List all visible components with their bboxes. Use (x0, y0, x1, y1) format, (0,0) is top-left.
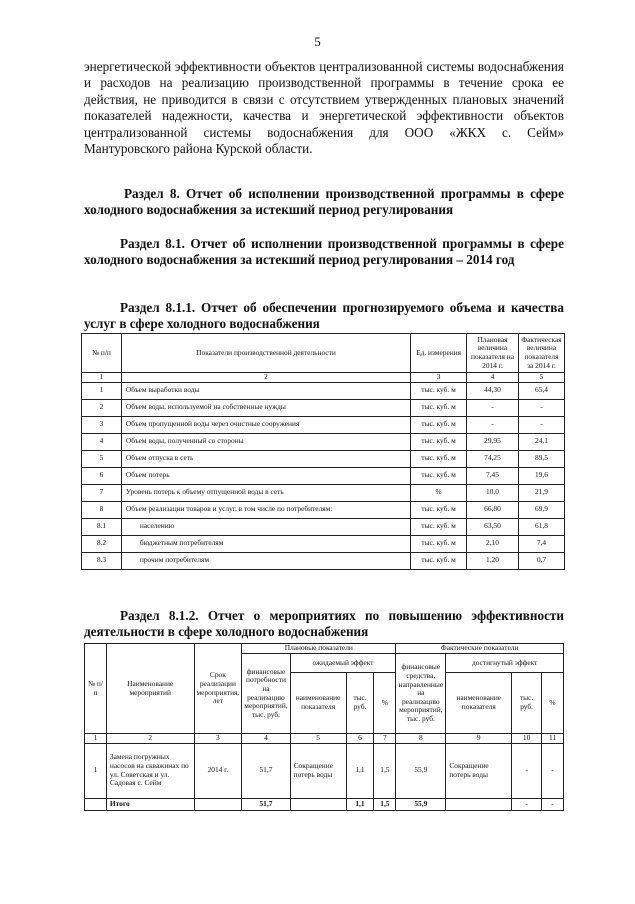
index-cell: 1 (82, 373, 122, 383)
row-actual: 24,1 (518, 433, 564, 450)
row-achieved-name: Сокращение потерь воды (446, 743, 512, 798)
section-8-title: Раздел 8. Отчет об исполнении производственной программы в сфере холодного водоснабжения за истекший период регулирования (84, 186, 564, 218)
row-name: прочим потребителям (121, 552, 410, 569)
row-term: 2014 г. (194, 743, 242, 798)
table-row (82, 484, 565, 501)
row-planned: - (467, 399, 519, 416)
row-achieved-thousand-rub: - (512, 743, 542, 798)
total-effect-name-empty (290, 798, 346, 810)
row-unit: тыс. куб. м (411, 552, 467, 569)
row-name: Объем отпуска в сеть (121, 450, 410, 467)
table-row (82, 433, 565, 450)
row-planned: 63,50 (467, 518, 519, 535)
header-achieved-percent: % (542, 673, 564, 734)
index-cell: 9 (446, 734, 512, 744)
index-cell: 10 (512, 734, 542, 744)
row-unit: тыс. куб. м (411, 501, 467, 518)
row-thousand-rub: 1,1 (346, 743, 374, 798)
row-planned: 66,80 (467, 501, 519, 518)
index-cell: 3 (194, 734, 242, 744)
row-num: 6 (82, 467, 122, 484)
header-achieved-name: наименование показателя (446, 673, 512, 734)
total-planned-funds: 51,7 (242, 798, 290, 810)
index-cell: 2 (106, 734, 194, 744)
header-achieved-thousand-rub: тыс. руб. (512, 673, 542, 734)
table-header-row (85, 644, 564, 654)
section-8-1-title: Раздел 8.1. Отчет об исполнении производственной программы в сфере холодного водоснабжения за истекший период регулирования – 2014 год (84, 236, 564, 268)
row-num: 2 (82, 399, 122, 416)
index-cell: 2 (121, 373, 410, 383)
row-unit: % (411, 484, 467, 501)
index-cell: 8 (396, 734, 446, 744)
index-cell: 1 (85, 734, 107, 744)
index-cell: 4 (242, 734, 290, 744)
table-index-row (82, 373, 565, 383)
index-cell: 11 (542, 734, 564, 744)
row-unit: тыс. куб. м (411, 399, 467, 416)
row-num: 3 (82, 416, 122, 433)
row-planned: 29,95 (467, 433, 519, 450)
header-term: Срок реализации мероприятия, лет (194, 644, 242, 734)
total-achieved-name-empty (446, 798, 512, 810)
row-actual: - (518, 399, 564, 416)
total-row (85, 798, 564, 810)
row-num: 8.3 (82, 552, 122, 569)
header-measure: Наименование мероприятий (106, 644, 194, 734)
row-actual: 7,4 (518, 535, 564, 552)
row-unit: тыс. куб. м (411, 416, 467, 433)
header-expected-effect: ожидаемый эффект (290, 654, 396, 673)
header-planned: Плановая величина показателя на 2014 г. (467, 334, 519, 373)
total-label: Итого (106, 798, 194, 810)
row-num: 1 (85, 743, 107, 798)
row-unit: тыс. куб. м (411, 382, 467, 399)
row-unit: тыс. куб. м (411, 535, 467, 552)
total-thousand-rub: 1,1 (346, 798, 374, 810)
table-row (82, 535, 565, 552)
row-name: Объем воды, полученный со стороны (121, 433, 410, 450)
row-planned: 1,20 (467, 552, 519, 569)
row-name: Объем воды, используемой на собственные нужды (121, 399, 410, 416)
row-planned: - (467, 416, 519, 433)
total-percent: 1,5 (374, 798, 396, 810)
row-measure: Замена погружных насосов на скважинах по ул. Советская и ул. Садовая с. Сейм (106, 743, 194, 798)
table-row (82, 399, 565, 416)
row-actual: 65,4 (518, 382, 564, 399)
row-planned: 74,25 (467, 450, 519, 467)
header-indicator: Показатели производственной деятельности (121, 334, 410, 373)
intro-paragraph: энергетической эффективности объектов централизованной системы водоснабжения и расходов на реализацию производственной программы в течение срока ее действия, не приводится в связи с отсутствием утвержденных плановых значений показателей надежности, качества и энергетической эффективности объектов централизованной системы водоснабжения для ООО «ЖКХ с. Сейм» Мантуровского района Курской области. (84, 59, 564, 157)
row-unit: тыс. куб. м (411, 518, 467, 535)
efficiency-measures-table (84, 643, 564, 811)
row-num: 8 (82, 501, 122, 518)
page-number: 5 (314, 34, 321, 49)
row-actual: 69,9 (518, 501, 564, 518)
row-planned: 44,30 (467, 382, 519, 399)
row-num: 4 (82, 433, 122, 450)
row-actual: 61,8 (518, 518, 564, 535)
row-num: 7 (82, 484, 122, 501)
row-planned-funds: 51,7 (242, 743, 290, 798)
row-actual: - (518, 416, 564, 433)
table-index-row (85, 734, 564, 744)
row-actual: 19,6 (518, 467, 564, 484)
production-indicators-table (81, 333, 565, 570)
row-achieved-percent: - (542, 743, 564, 798)
index-cell: 7 (374, 734, 396, 744)
table-row (82, 416, 565, 433)
index-cell: 3 (411, 373, 467, 383)
header-effect-name: наименование показателя (290, 673, 346, 734)
header-planned-group: Плановые показатели (242, 644, 396, 654)
section-8-1-2-title: Раздел 8.1.2. Отчет о мероприятиях по повышению эффективности деятельности в сфере холодного водоснабжения (84, 608, 564, 640)
section-8-1-1-title: Раздел 8.1.1. Отчет об обеспечении прогнозируемого объема и качества услуг в сфере холодного водоснабжения (84, 300, 564, 332)
row-actual: 21,9 (518, 484, 564, 501)
header-actual-group: Фактические показатели (396, 644, 564, 654)
row-unit: тыс. куб. м (411, 433, 467, 450)
table-row (82, 501, 565, 518)
header-actual-funds: финансовые средства, направленные на реализацию мероприятий, тыс. руб. (396, 654, 446, 734)
header-percent: % (374, 673, 396, 734)
index-cell: 5 (290, 734, 346, 744)
total-term-empty (194, 798, 242, 810)
header-thousand-rub: тыс. руб. (346, 673, 374, 734)
row-effect-name: Сокращение потерь воды (290, 743, 346, 798)
header-num: № п/п (85, 644, 107, 734)
total-achieved-percent: - (542, 798, 564, 810)
row-num: 5 (82, 450, 122, 467)
row-unit: тыс. куб. м (411, 467, 467, 484)
row-unit: тыс. куб. м (411, 450, 467, 467)
row-num: 8.2 (82, 535, 122, 552)
row-num: 8.1 (82, 518, 122, 535)
total-achieved-thousand-rub: - (512, 798, 542, 810)
row-percent: 1,5 (374, 743, 396, 798)
index-cell: 6 (346, 734, 374, 744)
row-name: Объем реализации товаров и услуг, в том числе по потребителям: (121, 501, 410, 518)
row-actual-funds: 55,9 (396, 743, 446, 798)
index-cell: 5 (518, 373, 564, 383)
row-actual: 0,7 (518, 552, 564, 569)
row-name: населению (121, 518, 410, 535)
row-planned: 7,45 (467, 467, 519, 484)
table-row (82, 518, 565, 535)
row-name: бюджетным потребителям (121, 535, 410, 552)
row-name: Уровень потерь к объему отпущенной воды в сеть (121, 484, 410, 501)
total-num-empty (85, 798, 107, 810)
table-row (85, 743, 564, 798)
header-num: № п/п (82, 334, 122, 373)
row-actual: 89,5 (518, 450, 564, 467)
table-header-row (82, 334, 565, 373)
row-num: 1 (82, 382, 122, 399)
row-name: Объем потерь (121, 467, 410, 484)
row-name: Объем выработки воды (121, 382, 410, 399)
header-unit: Ед. измерения (411, 334, 467, 373)
row-planned: 10,0 (467, 484, 519, 501)
header-achieved-effect: достигнутый эффект (446, 654, 564, 673)
table-row (82, 450, 565, 467)
table-row (82, 467, 565, 484)
table-row (82, 552, 565, 569)
header-planned-funds: финансовые потребности на реализацию мероприятий, тыс. руб. (242, 654, 290, 734)
table-row (82, 382, 565, 399)
row-planned: 2,10 (467, 535, 519, 552)
header-actual: Фактическая величина показателя за 2014 г. (518, 334, 564, 373)
total-actual-funds: 55,9 (396, 798, 446, 810)
index-cell: 4 (467, 373, 519, 383)
row-name: Объем пропущенной воды через очистные сооружения (121, 416, 410, 433)
